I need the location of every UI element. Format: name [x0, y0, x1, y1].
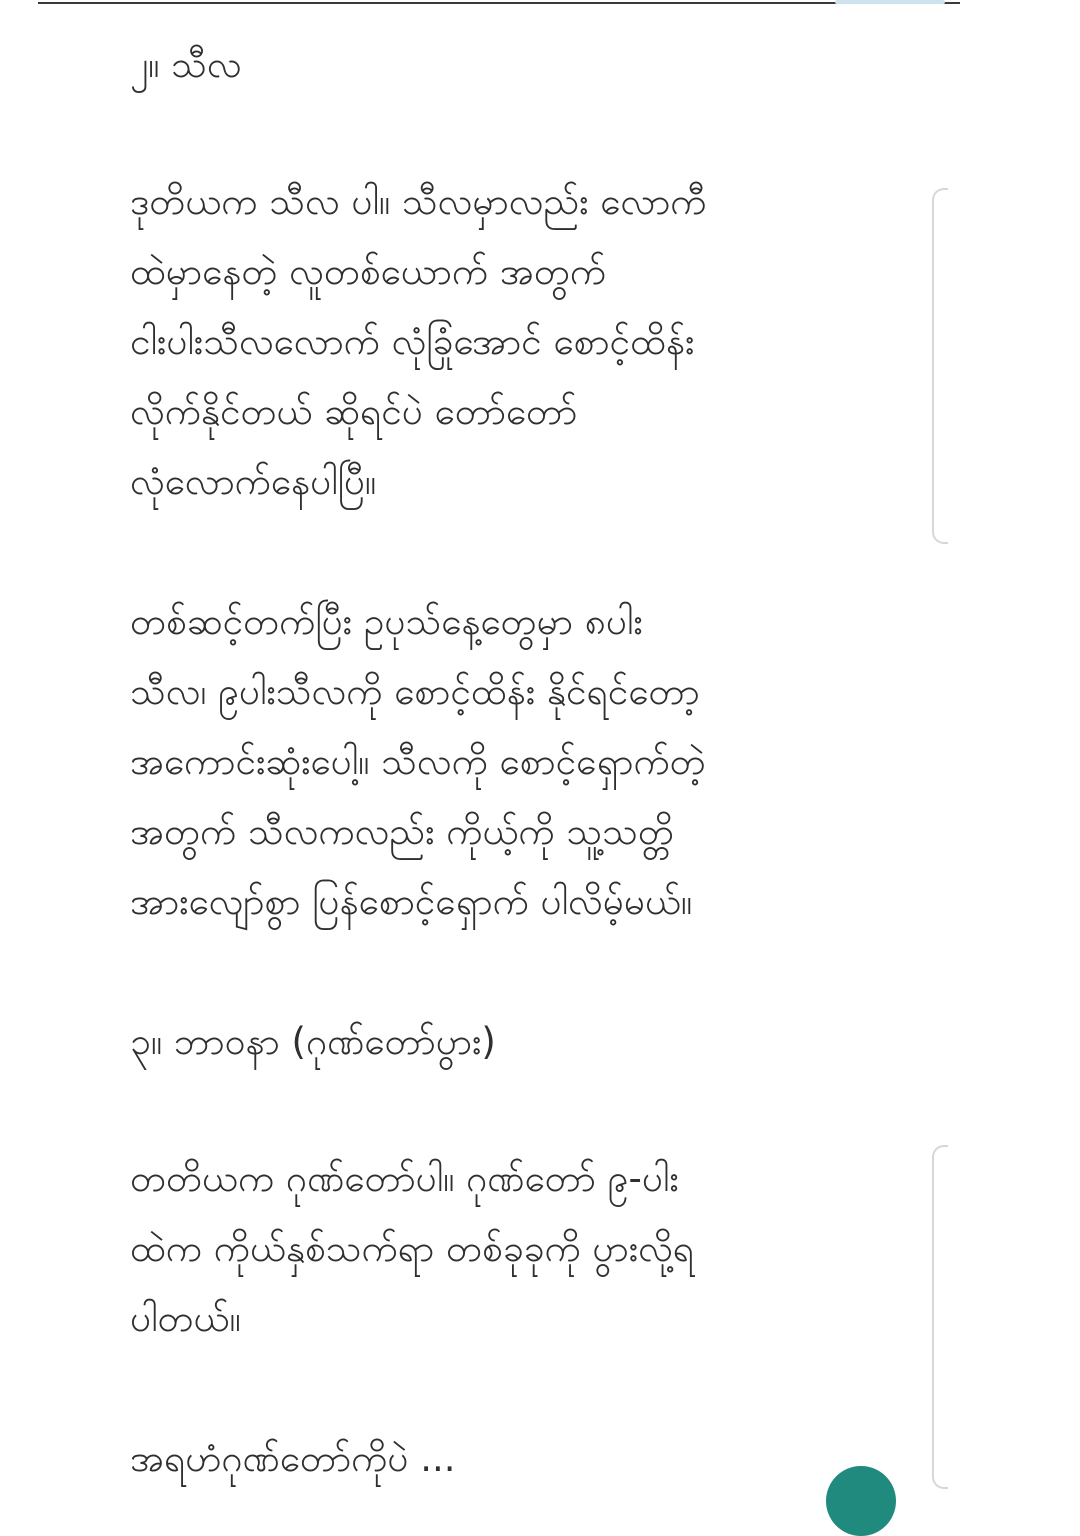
paragraph-line: ငါးပါးသီလလောက် လုံခြုံအောင် စောင့်ထိန်း — [130, 320, 695, 363]
paragraph-sila — [130, 167, 890, 517]
article-body — [130, 30, 890, 1494]
top-accent-bar — [835, 0, 945, 4]
scroll-indicator-upper[interactable] — [932, 188, 948, 544]
paragraph-line: အကောင်းဆုံးပေါ့။ သီလကို စောင့်ရှောက်တဲ့ — [130, 740, 706, 783]
floating-action-button[interactable] — [826, 1466, 896, 1536]
paragraph-line: ဒုတိယက သီလ ပါ။ သီလမှာလည်း လောကီ — [130, 180, 707, 223]
paragraph-bhavana — [130, 1144, 890, 1354]
paragraph-line: လိုက်နိုင်တယ် ဆိုရင်ပဲ တော်တော် — [130, 390, 578, 433]
paragraph-line: တတိယက ဂုဏ်တော်ပါ။ ဂုဏ်တော် ၉-ပါး — [130, 1157, 679, 1200]
section-heading-2: ၂။ သီလ — [130, 43, 242, 86]
paragraph-line: ထဲက ကိုယ်နှစ်သက်ရာ တစ်ခုခုကို ပွားလို့ရ — [130, 1227, 695, 1270]
paragraph-line: လုံလောက်နေပါပြီ။ — [130, 460, 377, 503]
scroll-indicator-lower[interactable] — [932, 1145, 948, 1489]
paragraph-line: ထဲမှာနေတဲ့ လူတစ်ယောက် အတွက် — [130, 250, 607, 293]
closing-line: အရဟံဂုဏ်တော်ကိုပဲ ... — [130, 1437, 456, 1480]
paragraph-line: အားလျော်စွာ ပြန်စောင့်ရှောက် ပါလိမ့်မယ်။ — [130, 880, 693, 923]
top-divider — [38, 2, 960, 4]
paragraph-line: တစ်ဆင့်တက်ပြီး ဥပုသ်နေ့တွေမှာ ၈ပါး — [130, 600, 643, 643]
paragraph-line: ပါတယ်။ — [130, 1297, 241, 1340]
paragraph-uposatha — [130, 587, 890, 937]
paragraph-line: အတွက် သီလကလည်း ကိုယ့်ကို သူ့သတ္တိ — [130, 810, 674, 853]
paragraph-line: သီလ၊ ၉ပါးသီလကို စောင့်ထိန်း နိုင်ရင်တော့ — [130, 670, 700, 713]
section-heading-3: ၃။ ဘာဝနာ (ဂုဏ်တော်ပွား) — [130, 1020, 496, 1063]
